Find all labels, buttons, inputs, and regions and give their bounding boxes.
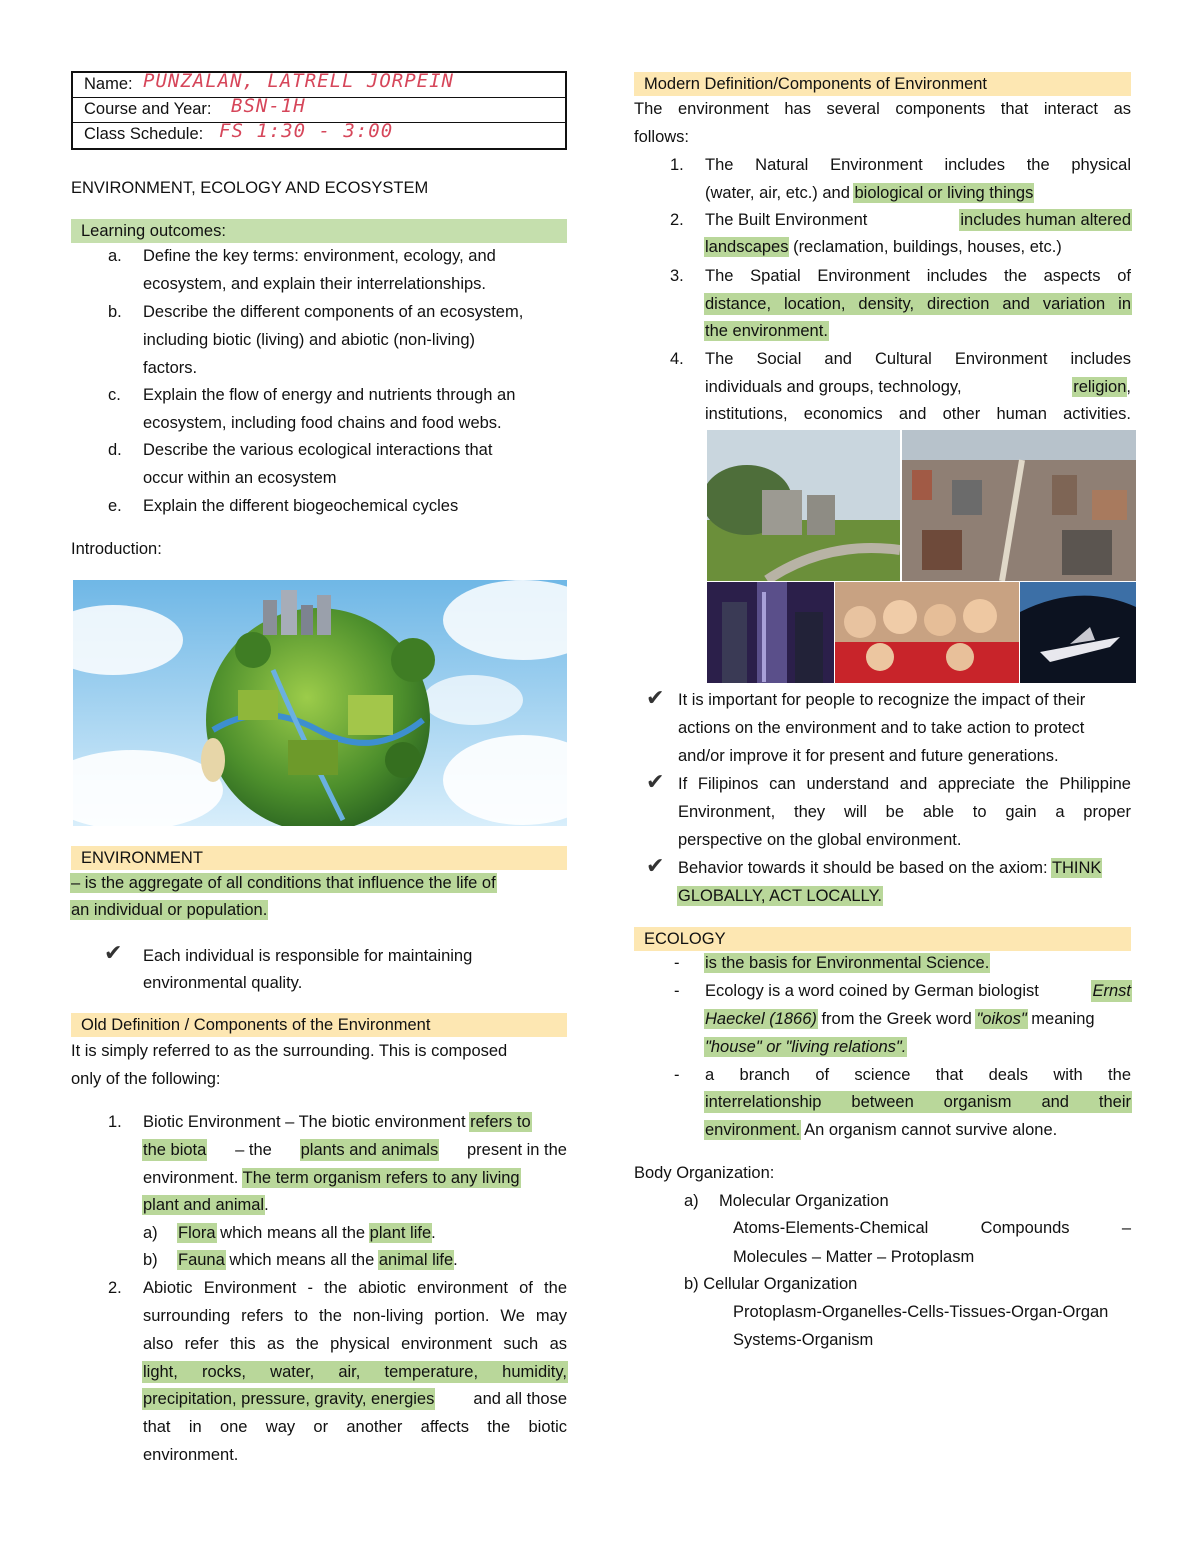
item-number: 2. [108,1279,122,1297]
cellular-organization-text: Systems-Organism [733,1331,874,1349]
social-env-text: institutions, economics and other human activities. [705,405,1131,423]
biotic-highlight: plant and animal [143,1196,265,1214]
modern-definition-heading: Modern Definition/Components of Environment [634,72,1131,96]
axiom-text: Behavior towards it should be based on the axiom: [678,859,1052,877]
city-aerial-photo [902,430,1136,581]
ecology-text: from the Greek word [816,1010,977,1028]
outcome-text: Define the key terms: environment, ecology, and [143,247,496,265]
item-number: 4. [670,350,684,368]
abiotic-text: Abiotic Environment - the abiotic environment of the [143,1279,567,1297]
abiotic-text: surrounding refers to the non-living portion. We may [143,1307,567,1325]
outcome-letter: a. [108,247,122,265]
social-env-text: The Social and Cultural Environment includes [705,350,1131,368]
outcome-text: Explain the different biogeochemical cycles [143,497,459,515]
item-number: 1. [670,156,684,174]
ecology-text: An organism cannot survive alone. [800,1121,1058,1139]
social-env-highlight: religion [1073,378,1127,396]
abiotic-highlight: precipitation, pressure, gravity, energies [143,1390,435,1408]
sub-letter: a) [684,1192,699,1210]
environment-heading: ENVIRONMENT [71,846,567,870]
ecology-highlight: Haeckel (1866) [705,1010,817,1028]
dash-bullet: - [674,1066,680,1084]
ecology-text: a branch of science that deals with the [705,1066,1131,1084]
abiotic-text: environment. [143,1446,239,1464]
name-row [73,70,565,98]
checkmark-icon: ✔ [646,853,665,878]
outcome-letter: c. [108,386,121,404]
outcome-text: factors. [143,359,198,377]
outcome-text: Describe the various ecological interactions that [143,441,493,459]
ecology-highlight: Ernst [1092,982,1131,1000]
abiotic-text: that in one way or another affects the biotic [143,1418,567,1436]
abiotic-text: and all those [473,1390,567,1408]
outcome-text: occur within an ecosystem [143,469,337,487]
environment-definition-line: an individual or population. [71,901,268,919]
abiotic-line [143,1389,567,1409]
biotic-text: present in the [467,1141,567,1159]
flora-line [178,1223,436,1243]
importance-text: It is important for people to recognize the impact of their [678,691,1086,709]
dash-bullet: - [674,982,680,1000]
spatial-env-highlight: distance, location, density, direction and variation in [705,295,1131,313]
skyscrapers-photo [707,582,834,683]
spatial-env-text: The Spatial Environment includes the aspects of [705,267,1131,285]
name-handwritten-value: PUNZALAN, LATRELL JORPEIN [143,70,454,92]
spacecraft-photo [1020,582,1136,683]
importance-text: and/or improve it for present and future generations. [678,747,1059,765]
built-env-text: (reclamation, buildings, houses, etc.) [788,238,1062,256]
responsibility-text: environmental quality. [143,974,303,992]
student-info-table [71,71,567,150]
filipino-text: perspective on the global environment. [678,831,962,849]
outcome-letter: e. [108,497,122,515]
built-env-text: The Built Environment [705,211,868,229]
cellular-organization-title: b) Cellular Organization [684,1275,858,1293]
biotic-text: Biotic Environment – The biotic environment [143,1113,471,1131]
outcome-text: including biotic (living) and abiotic (non-living) [143,331,475,349]
abiotic-highlight: light, rocks, water, air, temperature, humidity, [143,1363,567,1381]
biotic-text: – the [235,1141,272,1159]
ecology-highlight: interrelationship between organism and their [705,1093,1131,1111]
biotic-highlight: plants and animals [300,1141,439,1159]
biotic-text: environment. [143,1169,243,1187]
dash-bullet: - [674,954,680,972]
introduction-heading: Introduction: [71,540,162,558]
biotic-line [143,1195,269,1215]
children-group-photo [835,582,1019,683]
built-env-highlight: includes human altered [960,211,1131,229]
outcome-text: ecosystem, and explain their interrelationships. [143,275,487,293]
built-env-line [705,210,1131,230]
molecular-organization-text: Molecules – Matter – Protoplasm [733,1248,975,1266]
ecology-highlight: is the basis for Environmental Science. [705,954,990,972]
old-definition-intro: It is simply referred to as the surrounding. This is composed [71,1042,508,1060]
schedule-row [73,120,565,148]
social-env-text: , [1126,378,1131,396]
ecology-line [705,1009,1095,1029]
natural-env-line [705,183,1033,203]
name-label: Name: [84,75,133,93]
abiotic-text: also refer this as the physical environment such as [143,1335,567,1353]
fauna-term: Fauna [178,1251,225,1269]
modern-intro: follows: [634,128,690,146]
fauna-text: which means all the [224,1251,379,1269]
outcome-letter: b. [108,303,122,321]
social-env-text: individuals and groups, technology, [705,378,962,396]
axiom-line [678,858,1101,878]
molecular-organization-text: Atoms-Elements-Chemical Compounds – [733,1219,1131,1237]
body-organization-heading: Body Organization: [634,1164,775,1182]
outcome-text: Describe the different components of an ecosystem, [143,303,524,321]
biotic-highlight: the biota [143,1141,207,1159]
natural-env-text: (water, air, etc.) and [705,184,855,202]
flora-highlight: plant life [369,1224,432,1242]
ecology-heading: ECOLOGY [634,927,1131,951]
flora-term: Flora [178,1224,216,1242]
ecology-text: Ecology is a word coined by German biologist [705,982,1039,1000]
schedule-handwritten-value: FS 1:30 - 3:00 [219,120,394,142]
cellular-organization-text: Protoplasm-Organelles-Cells-Tissues-Organ-Organ [733,1303,1109,1321]
document-title: ENVIRONMENT, ECOLOGY AND ECOSYSTEM [71,179,429,197]
green-globe-illustration [73,580,567,826]
flora-text: . [431,1224,436,1242]
outcome-text: Explain the flow of energy and nutrients through an [143,386,516,404]
schedule-label: Class Schedule: [84,125,204,143]
biotic-highlight: The term organism refers to any living [242,1169,520,1187]
sub-letter: b) [143,1251,158,1269]
environment-definition-line: – is the aggregate of all conditions that influence the life of [71,874,496,892]
old-definition-heading: Old Definition / Components of the Environment [71,1013,567,1037]
course-handwritten-value: BSN-1H [231,95,306,117]
ecology-line [705,981,1131,1001]
modern-intro: The environment has several components that interact as [634,100,1131,118]
old-definition-intro: only of the following: [71,1070,221,1088]
checkmark-icon: ✔ [646,685,665,710]
biotic-highlight: refers to [470,1113,531,1131]
axiom-highlight: GLOBALLY, ACT LOCALLY. [678,887,882,905]
filipino-text: If Filipinos can understand and appreciate the Philippine [678,775,1131,793]
social-env-line [705,377,1131,397]
fauna-line [178,1250,458,1270]
ecology-highlight: environment. [705,1121,801,1139]
outcome-text: ecosystem, including food chains and food webs. [143,414,502,432]
ecology-text: meaning [1026,1010,1095,1028]
flora-text: which means all the [215,1224,370,1242]
biotic-line [143,1168,520,1188]
course-label: Course and Year: [84,100,212,118]
ecology-highlight: "oikos" [976,1010,1027,1028]
outcome-letter: d. [108,441,122,459]
ecology-highlight: "house" or "living relations". [705,1038,907,1056]
checkmark-icon: ✔ [104,940,123,965]
checkmark-icon: ✔ [646,769,665,794]
biotic-line [143,1112,531,1132]
axiom-highlight: THINK [1051,859,1102,877]
natural-env-text: The Natural Environment includes the physical [705,156,1131,174]
item-number: 3. [670,267,684,285]
ecology-line [705,1120,1057,1140]
item-number: 1. [108,1113,122,1131]
biotic-line [143,1140,567,1160]
spatial-env-highlight: the environment. [705,322,828,340]
fauna-highlight: animal life [378,1251,454,1269]
sub-letter: a) [143,1224,158,1242]
molecular-organization-title: Molecular Organization [719,1192,889,1210]
built-env-line [705,237,1062,257]
natural-env-highlight: biological or living things [854,184,1034,202]
learning-outcomes-heading: Learning outcomes: [71,219,567,243]
natural-landscape-photo [707,430,900,581]
fauna-text: . [453,1251,458,1269]
item-number: 2. [670,211,684,229]
biotic-text: . [264,1196,269,1214]
built-env-highlight: landscapes [705,238,789,256]
filipino-text: Environment, they will be able to gain a proper [678,803,1131,821]
responsibility-text: Each individual is responsible for maintaining [143,947,473,965]
importance-text: actions on the environment and to take action to protect [678,719,1085,737]
